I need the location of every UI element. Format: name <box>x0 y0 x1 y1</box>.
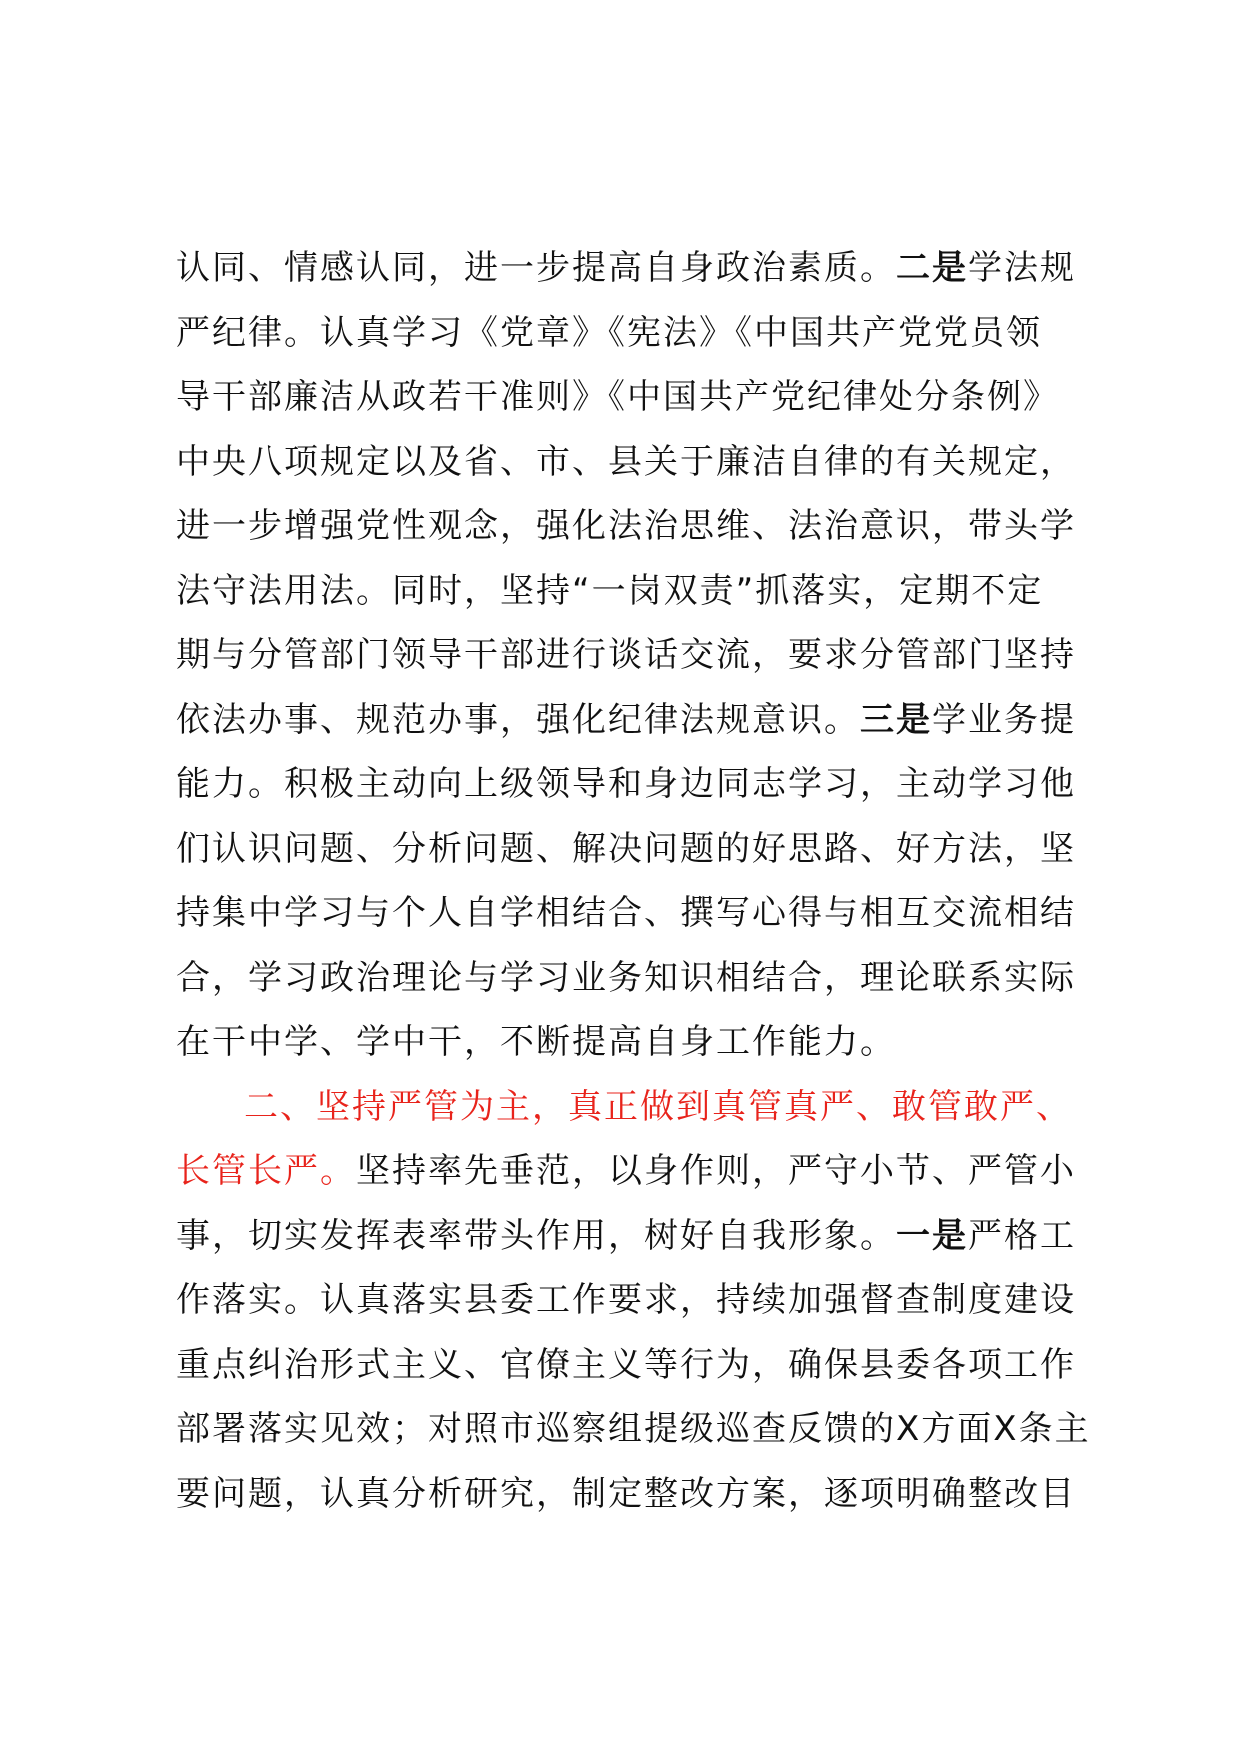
paragraph-line <box>176 365 1096 430</box>
paragraph-line <box>176 1462 1096 1527</box>
body-text-segment: 们认识问题、分析问题、解决问题的好思路、好方法，坚 <box>176 828 1076 869</box>
paragraph-line <box>176 559 1096 624</box>
paragraph-line <box>176 301 1096 366</box>
paragraph-line <box>176 946 1096 1011</box>
paragraph-line <box>176 1139 1096 1204</box>
paragraph-line <box>176 494 1096 559</box>
paragraph-line <box>176 752 1096 817</box>
section-heading-line <box>176 1075 1096 1140</box>
paragraph-line <box>176 1397 1096 1462</box>
paragraph-line <box>176 1010 1096 1075</box>
body-text-segment: 依法办事、规范办事，强化纪律法规意识。 <box>176 699 860 740</box>
body-text-segment: 期与分管部门领导干部进行谈话交流，要求分管部门坚持 <box>176 635 1076 675</box>
section-heading-text: 长管长严。 <box>176 1151 356 1191</box>
paragraph-line <box>176 881 1096 946</box>
body-text-segment: 学业务提 <box>932 699 1076 740</box>
paragraph-line <box>176 688 1096 753</box>
body-text-segment: 导干部廉洁从政若干准则》《中国共产党纪律处分条例》 <box>176 377 1059 417</box>
body-text-segment: 中央八项规定以及省、市、县关于廉洁自律的有关规定， <box>176 441 1076 482</box>
body-text-segment: 作落实。认真落实县委工作要求，持续加强督查制度建设 <box>176 1280 1076 1320</box>
body-text-segment: 事，切实发挥表率带头作用，树好自我形象。 <box>176 1215 896 1256</box>
paragraph-line <box>176 236 1096 301</box>
paragraph-line <box>176 817 1096 882</box>
section-heading-text: 二、坚持严管为主，真正做到真管真严、敢管敢严、 <box>244 1086 1072 1127</box>
bold-marker: 三是 <box>860 699 932 740</box>
body-text-segment: 重点纠治形式主义、官僚主义等行为，确保县委各项工作 <box>176 1344 1076 1385</box>
paragraph-line <box>176 623 1096 688</box>
bold-marker: 一是 <box>896 1215 968 1256</box>
body-text-segment: 持集中学习与个人自学相结合、撰写心得与相互交流相结 <box>176 893 1076 933</box>
body-text-segment: 部署落实见效；对照市巡察组提级巡查反馈的X方面X条主 <box>176 1409 1091 1449</box>
paragraph-line <box>176 1204 1096 1269</box>
body-text-segment: 严格工 <box>968 1215 1076 1256</box>
body-text-segment: 学法规 <box>968 248 1076 288</box>
body-text-segment: 在干中学、学中干，不断提高自身工作能力。 <box>176 1022 896 1062</box>
body-text-segment: 能力。积极主动向上级领导和身边同志学习，主动学习他 <box>176 764 1076 804</box>
document-body <box>176 236 1096 1526</box>
body-text-segment: 坚持率先垂范，以身作则，严守小节、严管小 <box>356 1151 1076 1191</box>
body-text-segment: 严纪律。认真学习《党章》《宪法》《中国共产党党员领 <box>176 312 1042 353</box>
body-text-segment: 认同、情感认同，进一步提高自身政治素质。 <box>176 248 896 288</box>
paragraph-line <box>176 430 1096 495</box>
body-text-segment: 要问题，认真分析研究，制定整改方案，逐项明确整改目 <box>176 1473 1076 1514</box>
body-text-segment: 法守法用法。同时，坚持“一岗双责”抓落实，定期不定 <box>176 570 1044 611</box>
body-text-segment: 进一步增强党性观念，强化法治思维、法治意识，带头学 <box>176 506 1076 546</box>
paragraph-line <box>176 1333 1096 1398</box>
body-text-segment: 合，学习政治理论与学习业务知识相结合，理论联系实际 <box>176 957 1076 998</box>
paragraph-line <box>176 1268 1096 1333</box>
bold-marker: 二是 <box>896 248 968 288</box>
